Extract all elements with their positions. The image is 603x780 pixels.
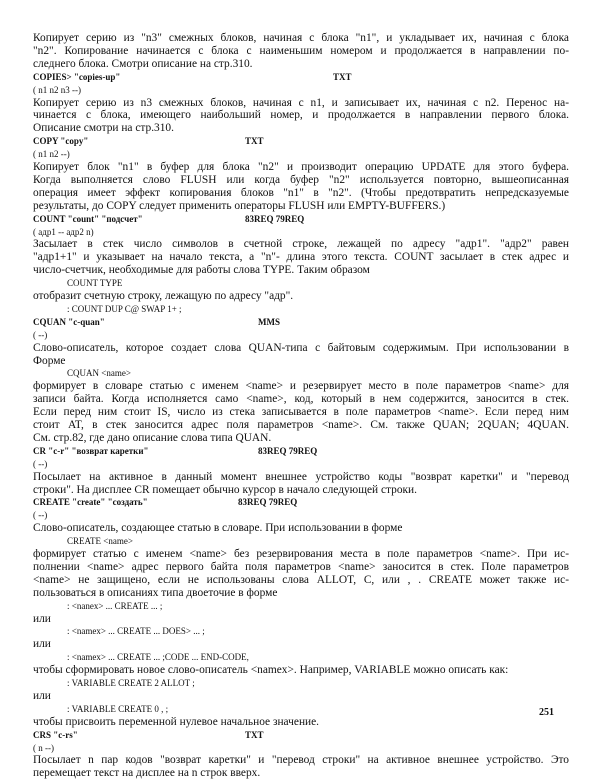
line-text: формирует в словаре статью с именем <name> и резервирует место в поле параметров <name> для bbox=[33, 380, 569, 393]
line-text: COUNT "count" "подсчет" bbox=[33, 213, 143, 224]
standard-tag: 83REQ 79REQ bbox=[238, 497, 298, 508]
line-text: Засылает в стек число символов в счетной строке, лежащей по адресу "адр1". "адр2" равен bbox=[33, 238, 569, 251]
code-line bbox=[33, 535, 603, 548]
entry-heading bbox=[33, 213, 569, 226]
text-line bbox=[33, 638, 569, 651]
line-text: "адр1+1" и указывает на начало текста, а "n"- длина этого текста. COUNT засылает в стек адрес и bbox=[33, 251, 569, 264]
line-text: Когда выполняется слово FLUSH или когда буфер "n2" используется повторно, вышеописанная bbox=[33, 173, 569, 186]
line-text: Описание смотри на стр.310. bbox=[33, 122, 174, 135]
text-line bbox=[33, 767, 569, 780]
line-text: : <namex> ... CREATE ... DOES> ... ; bbox=[67, 626, 205, 637]
text-line bbox=[33, 187, 569, 200]
line-text: отобразит счетную строку, лежащую по адресу "адр". bbox=[33, 290, 294, 302]
code-line bbox=[33, 367, 603, 380]
line-text: чинается с блока, имеющего наибольший номер, и продолжается в направлении первого блока. bbox=[33, 109, 569, 122]
page-number: 251 bbox=[539, 707, 554, 718]
line-text: результаты, до COPY следует применить операторы FLUSH или EMPTY-BUFFERS.) bbox=[33, 199, 446, 212]
line-text: строки". На дисплее CR помещает обычно курсор в начало следующей строки. bbox=[33, 483, 417, 496]
text-line bbox=[33, 84, 569, 97]
line-text: ( n1 n2 n3 --) bbox=[33, 84, 81, 95]
text-line bbox=[33, 380, 569, 393]
entry-heading bbox=[33, 135, 569, 148]
standard-tag: 83REQ 79REQ bbox=[245, 213, 305, 224]
text-line bbox=[33, 264, 569, 277]
text-line bbox=[33, 406, 569, 419]
text-line bbox=[33, 664, 569, 677]
line-text: CRS "c-rs" bbox=[33, 729, 78, 740]
text-line bbox=[33, 58, 569, 71]
text-line bbox=[33, 484, 569, 497]
line-text: перемещает текст на дисплее на n строк вверх. bbox=[33, 767, 261, 780]
text-line bbox=[33, 251, 569, 264]
text-line bbox=[33, 754, 569, 767]
line-text: ( n1 n2 --) bbox=[33, 149, 70, 160]
line-text: COPIES> "copies-up" bbox=[33, 71, 121, 82]
text-line bbox=[33, 200, 569, 213]
code-line bbox=[33, 277, 603, 290]
standard-tag: TXT bbox=[333, 71, 352, 82]
line-text: CQUAN <name> bbox=[67, 368, 131, 379]
entry-heading bbox=[33, 316, 569, 329]
line-text: следнего блока. Смотри описание на стр.310. bbox=[33, 57, 253, 70]
line-text: : VARIABLE CREATE 2 ALLOT ; bbox=[67, 678, 195, 688]
line-text: пользоваться в описаниях типа двоеточие в форме bbox=[33, 586, 278, 599]
line-text: Посылает n пар кодов "возврат каретки" и "перевод строки" на активное внешнее устройство. Это bbox=[33, 754, 569, 767]
text-line bbox=[33, 509, 569, 522]
line-text: : COUNT DUP C@ SWAP 1+ ; bbox=[67, 303, 182, 314]
text-line bbox=[33, 432, 569, 445]
standard-tag: TXT bbox=[245, 729, 264, 740]
standard-tag: 83REQ 79REQ bbox=[258, 445, 318, 456]
line-text: Форме bbox=[33, 354, 66, 367]
text-line bbox=[33, 97, 569, 110]
line-text: стоит AT, в стек заносится адрес поля параметров <name>. См. также QUAN; 2QUAN; 4QUAN. bbox=[33, 419, 569, 431]
line-text: чтобы присвоить переменной нулевое начальное значение. bbox=[33, 715, 320, 728]
text-line bbox=[33, 574, 569, 587]
line-text: <name> не защищено, если не использованы слова ALLOT, C, или , . CREATE может также ис- bbox=[33, 573, 569, 586]
text-line bbox=[33, 290, 569, 303]
line-text: CQUAN "c-quan" bbox=[33, 316, 105, 327]
code-line bbox=[33, 677, 603, 690]
code-line bbox=[33, 303, 603, 316]
line-text: : <namex> ... CREATE ... ;CODE ... END-CODE, bbox=[67, 652, 249, 663]
text-line bbox=[33, 238, 569, 251]
entry-heading bbox=[33, 71, 569, 84]
text-line bbox=[33, 587, 569, 600]
text-line bbox=[33, 690, 569, 703]
entry-heading bbox=[33, 496, 569, 509]
line-text: операция имеет эффект копирования блоков "n1" в "n2". (Чтобы предотвратить непредсказуемые bbox=[33, 186, 569, 199]
text-line bbox=[33, 45, 569, 58]
code-line bbox=[33, 600, 603, 613]
text-line bbox=[33, 329, 569, 342]
line-text: См. стр.82, где дано описание слова типа QUAN. bbox=[33, 431, 272, 444]
text-line bbox=[33, 393, 569, 406]
line-text: Копирует серию из "n3" смежных блоков, начиная с блока "n1", и укладывает их, начиная с блока bbox=[33, 32, 569, 44]
line-text: чтобы сформировать новое слово-описатель <namex>. Например, VARIABLE можно описать как: bbox=[33, 664, 509, 677]
line-text: ( n --) bbox=[33, 742, 54, 753]
line-text: Копирует серию из n3 смежных блоков, начиная с n1, и записывает их, начиная с n2. Перенос на- bbox=[33, 96, 569, 109]
line-text: CREATE <name> bbox=[67, 536, 133, 547]
line-text: ( --) bbox=[33, 329, 48, 340]
text-line bbox=[33, 561, 569, 574]
line-text: Копирует блок "n1" в буфер для блока "n2" и производит операцию UPDATE для этого буфера. bbox=[33, 161, 569, 173]
text-line bbox=[33, 32, 569, 45]
text-line bbox=[33, 471, 569, 484]
line-text: ( --) bbox=[33, 510, 48, 521]
line-text: Посылает на активное в данный момент внешнее устройство коды "возврат каретки" и "перевод bbox=[33, 470, 569, 483]
text-line bbox=[33, 122, 569, 135]
line-text: CR "c-r" "возврат каретки" bbox=[33, 445, 149, 456]
line-text: формирует статью с именем <name> без резервирования места в поле параметров <name>. При ис- bbox=[33, 548, 569, 560]
code-line bbox=[33, 625, 603, 638]
text-line bbox=[33, 148, 569, 161]
text-line bbox=[33, 342, 569, 355]
code-line bbox=[33, 703, 603, 716]
standard-tag: TXT bbox=[245, 136, 264, 147]
line-text: Слово-описатель, создающее статью в словаре. При использовании в форме bbox=[33, 522, 403, 535]
line-text: или bbox=[33, 638, 51, 651]
line-text: полнении <name> адрес первого байта поля параметров <name> заносится в стек. Поле параметров bbox=[33, 560, 569, 573]
text-line bbox=[33, 109, 569, 122]
line-text: или bbox=[33, 612, 51, 625]
text-line bbox=[33, 458, 569, 471]
text-line bbox=[33, 742, 569, 755]
line-text: COUNT TYPE bbox=[67, 278, 123, 289]
text-line bbox=[33, 161, 569, 174]
line-text: число-счетчик, необходимые для работы слова TYPE. Таким образом bbox=[33, 264, 370, 277]
line-text: или bbox=[33, 689, 51, 702]
text-line bbox=[33, 613, 569, 626]
line-text: записи байта. Когда исполняется само <name>, код, который в нем содержится, заносится в стек. bbox=[33, 393, 569, 406]
text-line bbox=[33, 716, 569, 729]
text-line bbox=[33, 226, 569, 239]
line-text: COPY "copy" bbox=[33, 136, 89, 147]
code-line bbox=[33, 651, 603, 664]
entry-heading bbox=[33, 729, 569, 742]
line-text: Если перед ним стоит IS, число из стека записывается в поле параметров <name>. Если перед ним bbox=[33, 406, 569, 419]
entry-heading bbox=[33, 445, 569, 458]
text-line bbox=[33, 522, 569, 535]
text-line bbox=[33, 548, 569, 561]
text-line bbox=[33, 419, 569, 432]
line-text: Слово-описатель, которое создает слова QUAN-типа с байтовым содержимым. При использовании в bbox=[33, 341, 569, 354]
line-text: "n2". Копирование начинается с блока с наименьшим номером и продолжается в направлении по- bbox=[33, 44, 569, 57]
line-text: : VARIABLE CREATE 0 , ; bbox=[67, 703, 169, 714]
line-text: : <nanex> ... CREATE ... ; bbox=[67, 600, 163, 611]
line-text: ( --) bbox=[33, 458, 48, 469]
text-line bbox=[33, 355, 569, 368]
text-line bbox=[33, 174, 569, 187]
standard-tag: MMS bbox=[258, 316, 280, 327]
line-text: ( адр1 -- адр2 n) bbox=[33, 226, 94, 237]
line-text: CREATE "create" "создать" bbox=[33, 497, 148, 508]
